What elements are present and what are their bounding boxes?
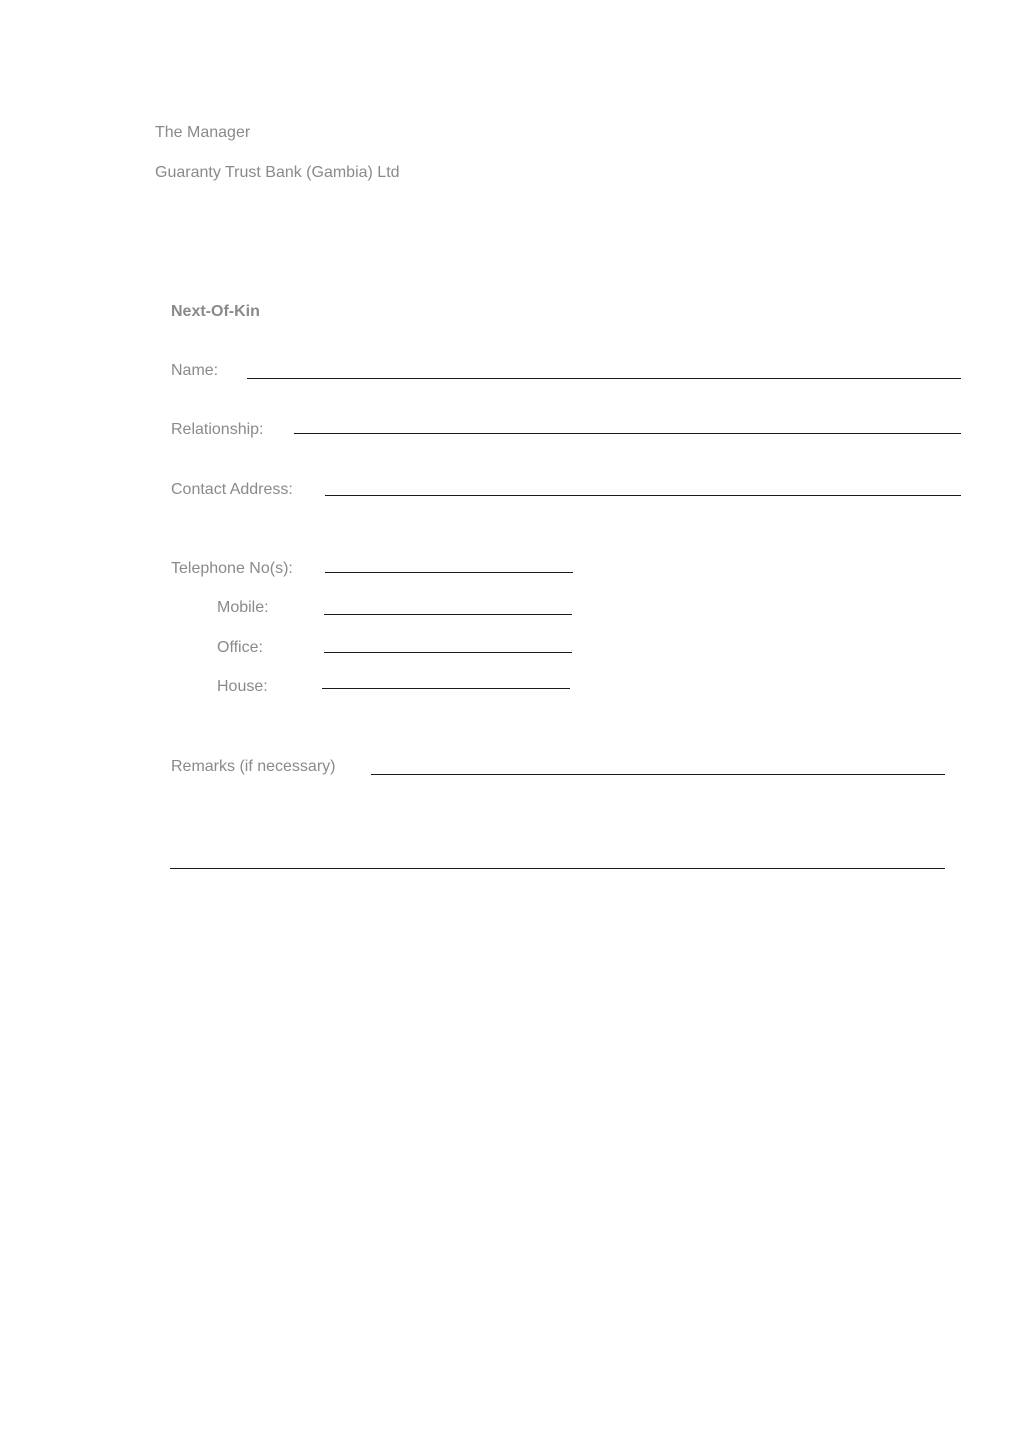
addressee-bank: Guaranty Trust Bank (Gambia) Ltd [155,164,400,181]
telephone-field-line[interactable] [325,572,573,573]
name-label: Name: [171,362,219,379]
section-title: Next-Of-Kin [171,303,260,320]
house-field-line[interactable] [322,688,570,689]
office-label: Office: [217,639,263,656]
remarks-field-line[interactable] [371,774,945,775]
relationship-field-line[interactable] [294,433,961,434]
addressee-title: The Manager [155,124,251,141]
mobile-label: Mobile: [217,599,269,616]
name-field-line[interactable] [247,378,961,379]
relationship-label: Relationship: [171,421,264,438]
contact-address-field-line[interactable] [325,495,961,496]
telephone-label: Telephone No(s): [171,560,293,577]
mobile-field-line[interactable] [324,614,572,615]
house-label: House: [217,678,268,695]
remarks-field-line-2[interactable] [170,868,945,869]
contact-address-label: Contact Address: [171,481,293,498]
office-field-line[interactable] [324,652,572,653]
remarks-label: Remarks (if necessary) [171,758,336,775]
